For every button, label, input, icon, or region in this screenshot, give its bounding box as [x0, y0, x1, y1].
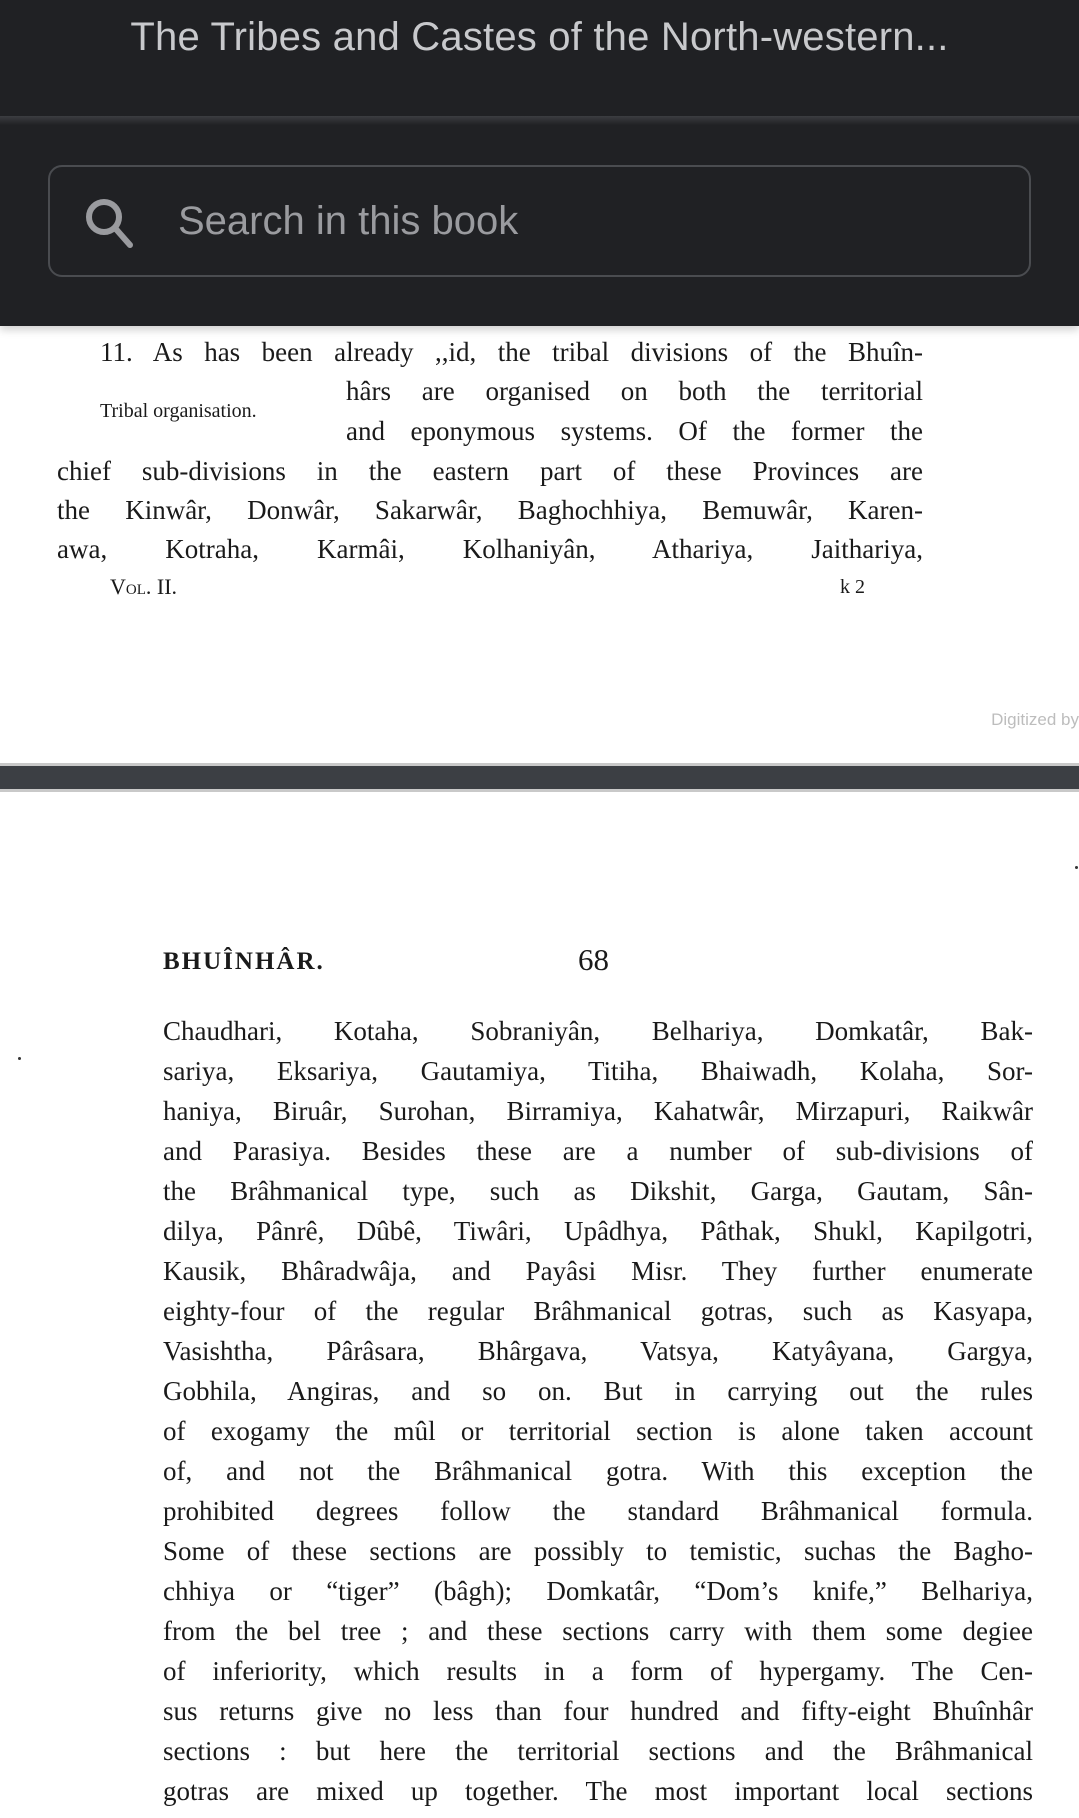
running-head: BHUÎNHÂR.: [163, 948, 325, 975]
text-line: Kausik, Bhâradwâja, and Payâsi Misr. They further enumerate: [163, 1256, 1033, 1286]
text-line: and eponymous systems. Of the former the: [346, 416, 923, 446]
text-line: eighty-four of the regular Brâhmanical gotras, such as Kasyapa,: [163, 1296, 1033, 1326]
text-line: sus returns give no less than four hundred and fifty-eight Bhuînhâr: [163, 1696, 1033, 1726]
digitized-watermark: Digitized by: [991, 710, 1079, 729]
search-box[interactable]: [48, 165, 1031, 277]
text-line: from the bel tree ; and these sections carry with them some degiee: [163, 1616, 1033, 1646]
text-line: chhiya or “tiger” (bâgh); Domkatâr, “Dom’s knife,” Belhariya,: [163, 1576, 1033, 1606]
book-title: The Tribes and Castes of the North-western...: [130, 15, 949, 59]
text-line: gotras are mixed up together. The most important local sections: [163, 1776, 1033, 1806]
text-line: hârs are organised on both the territorial: [346, 376, 923, 406]
text-line: Some of these sections are possibly to temistic, suchas the Bagho-: [163, 1536, 1033, 1566]
text-line: sariya, Eksariya, Gautamiya, Titiha, Bhaiwadh, Kolaha, Sor-: [163, 1056, 1033, 1086]
text-line: sections : but here the territorial sections and the Brâhmanical: [163, 1736, 1033, 1766]
search-icon: [82, 195, 138, 251]
scan-speck: [18, 1057, 21, 1060]
text-line: haniya, Biruâr, Surohan, Birramiya, Kahatwâr, Mirzapuri, Raikwâr: [163, 1096, 1033, 1126]
text-line: awa, Kotraha, Karmâi, Kolhaniyân, Athariya, Jaithariya,: [57, 534, 923, 564]
page-number: 68: [578, 942, 609, 977]
divider: [0, 116, 1079, 125]
signature-mark: k 2: [840, 576, 865, 598]
page-separator: [0, 763, 1079, 792]
title-bar: [0, 0, 1079, 116]
scan-speck: [1075, 866, 1078, 869]
text-line: Chaudhari, Kotaha, Sobraniyân, Belhariya, Domkatâr, Bak-: [163, 1016, 1033, 1046]
text-line: of, and not the Brâhmanical gotra. With this exception the: [163, 1456, 1033, 1486]
volume-footer: Vol. II.: [110, 574, 178, 599]
text-line: the Kinwâr, Donwâr, Sakarwâr, Baghochhiya, Bemuwâr, Karen-: [57, 495, 923, 525]
text-line: Vasishtha, Pârâsara, Bhârgava, Vatsya, Katyâyana, Gargya,: [163, 1336, 1033, 1366]
text-line: dilya, Pânrê, Dûbê, Tiwâri, Upâdhya, Pâthak, Shukl, Kapilgotri,: [163, 1216, 1033, 1246]
reader-toolbar: [0, 0, 1079, 326]
text-line: 11. As has been already ,,id, the tribal divisions of the Bhuîn-: [100, 337, 923, 367]
margin-note: Tribal organisation.: [100, 400, 257, 422]
search-input[interactable]: [178, 167, 998, 275]
text-line: of inferiority, which results in a form of hypergamy. The Cen-: [163, 1656, 1033, 1686]
book-page[interactable]: [0, 792, 1079, 1818]
text-line: the Brâhmanical type, such as Dikshit, Garga, Gautam, Sân-: [163, 1176, 1033, 1206]
text-line: and Parasiya. Besides these are a number of sub-divisions of: [163, 1136, 1033, 1166]
book-page[interactable]: [0, 326, 1079, 763]
text-line: of exogamy the mûl or territorial section is alone taken account: [163, 1416, 1033, 1446]
text-line: prohibited degrees follow the standard Brâhmanical formula.: [163, 1496, 1033, 1526]
text-line: Gobhila, Angiras, and so on. But in carrying out the rules: [163, 1376, 1033, 1406]
text-line: chief sub-divisions in the eastern part of these Provinces are: [57, 456, 923, 486]
